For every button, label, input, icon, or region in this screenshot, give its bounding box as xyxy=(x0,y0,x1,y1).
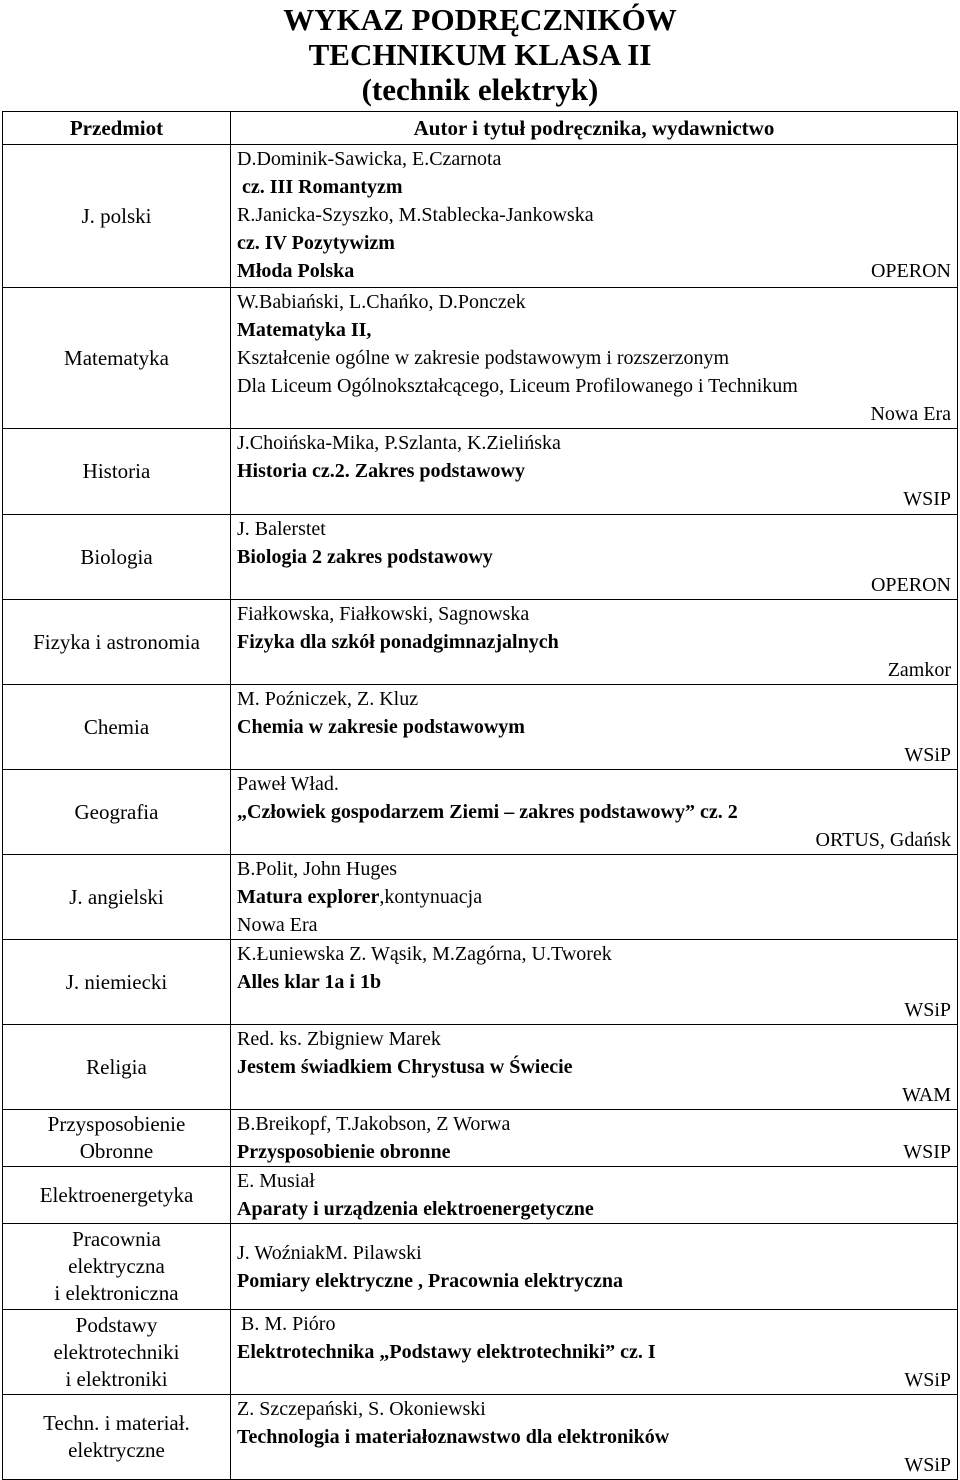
document-title xyxy=(230,2,730,107)
publisher: WAM xyxy=(902,1084,951,1106)
publisher: WSiP xyxy=(904,999,951,1021)
book-title: Technologia i materiałoznawstwo dla elektroników xyxy=(237,1426,670,1448)
book-cell xyxy=(231,145,958,288)
book-title: Historia cz.2. Zakres podstawowy xyxy=(237,460,525,482)
book-title: Matematyka II, xyxy=(237,319,372,341)
book-title: cz. III Romantyzm xyxy=(242,176,403,198)
subject-cell xyxy=(3,1224,231,1310)
publisher: WSIP xyxy=(903,488,951,510)
subject-cell: Chemia xyxy=(3,685,231,770)
book-title: Elektrotechnika „Podstawy elektrotechniki” cz. I xyxy=(237,1341,656,1363)
publisher: Nowa Era xyxy=(870,403,951,425)
table-row xyxy=(3,855,958,940)
book-title: Chemia w zakresie podstawowym xyxy=(237,716,525,738)
table-row xyxy=(3,515,958,600)
book-title: „Człowiek gospodarzem Ziemi – zakres podstawowy” cz. 2 xyxy=(237,801,738,823)
book-title: Alles klar 1a i 1b xyxy=(237,971,382,993)
book-subtitle: Kształcenie ogólne w zakresie podstawowym i rozszerzonym xyxy=(237,347,730,369)
book-cell xyxy=(231,1224,958,1310)
table-row xyxy=(3,288,958,429)
table-row xyxy=(3,1167,958,1224)
subject-cell: J. niemiecki xyxy=(3,940,231,1025)
author: Z. Szczepański, S. Okoniewski xyxy=(237,1398,486,1420)
book-cell xyxy=(231,429,958,515)
subject-cell xyxy=(3,1110,231,1167)
book-title: Biologia 2 zakres podstawowy xyxy=(237,546,493,568)
book-subtitle: Dla Liceum Ogólnokształcącego, Liceum Profilowanego i Technikum xyxy=(237,375,798,397)
subject-line: Pracownia xyxy=(72,1227,161,1251)
book-cell xyxy=(231,685,958,770)
author: Fiałkowska, Fiałkowski, Sagnowska xyxy=(237,603,530,625)
author: B.Breikopf, T.Jakobson, Z Worwa xyxy=(237,1113,511,1135)
author: Red. ks. Zbigniew Marek xyxy=(237,1028,441,1050)
title-line-1: WYKAZ PODRĘCZNIKÓW xyxy=(283,2,677,37)
book-cell xyxy=(231,515,958,600)
table-row xyxy=(3,1110,958,1167)
subject-line: i elektroniczna xyxy=(54,1281,179,1305)
book-cell xyxy=(231,1025,958,1110)
subject-line: elektryczna xyxy=(68,1254,165,1278)
publisher: WSIP xyxy=(903,1141,951,1163)
publisher: WSiP xyxy=(904,1454,951,1476)
subject-line: elektryczne xyxy=(68,1438,165,1462)
subject-cell: Biologia xyxy=(3,515,231,600)
author: J.Choińska-Mika, P.Szlanta, K.Zielińska xyxy=(237,432,561,454)
book-title: Fizyka dla szkół ponadgimnazjalnych xyxy=(237,631,559,653)
author: J. WoźniakM. Pilawski xyxy=(237,1241,422,1264)
header-book: Autor i tytuł podręcznika, wydawnictwo xyxy=(231,112,958,145)
table-row xyxy=(3,1310,958,1395)
subject-cell xyxy=(3,1310,231,1395)
subject-cell: Religia xyxy=(3,1025,231,1110)
table-row xyxy=(3,685,958,770)
table-row xyxy=(3,145,958,288)
subject-cell: J. polski xyxy=(3,145,231,288)
author: E. Musiał xyxy=(237,1170,315,1192)
table-row xyxy=(3,1224,958,1310)
title-line-3: (technik elektryk) xyxy=(361,72,599,107)
publisher: ORTUS, Gdańsk xyxy=(815,829,951,851)
author: D.Dominik-Sawicka, E.Czarnota xyxy=(237,148,502,170)
book-cell xyxy=(231,1167,958,1224)
book-cell xyxy=(231,600,958,685)
subject-cell: Elektroenergetyka xyxy=(3,1167,231,1224)
subject-cell xyxy=(3,1395,231,1480)
publisher: Nowa Era xyxy=(237,914,318,936)
table-row xyxy=(3,600,958,685)
book-cell xyxy=(231,1310,958,1395)
book-cell xyxy=(231,1395,958,1480)
subject-line: Przysposobienie xyxy=(47,1112,186,1136)
book-title: Jestem świadkiem Chrystusa w Świecie xyxy=(237,1056,573,1078)
publisher: OPERON xyxy=(870,574,951,596)
table-row xyxy=(3,429,958,515)
author: B.Polit, John Huges xyxy=(237,858,398,880)
book-title: Aparaty i urządzenia elektroenergetyczne xyxy=(237,1198,594,1220)
table-row xyxy=(3,1025,958,1110)
book-cell xyxy=(231,940,958,1025)
header-subject: Przedmiot xyxy=(3,112,231,145)
book-title: Pomiary elektryczne , Pracownia elektryczna xyxy=(237,1269,623,1292)
table-row xyxy=(3,940,958,1025)
author: W.Babiański, L.Chańko, D.Ponczek xyxy=(237,291,526,313)
book-cell xyxy=(231,288,958,429)
author: Paweł Wład. xyxy=(237,773,339,795)
subject-cell: Matematyka xyxy=(3,288,231,429)
table-row xyxy=(3,1395,958,1480)
book-cell xyxy=(231,855,958,940)
publisher: OPERON xyxy=(870,260,951,282)
author: M. Poźniczek, Z. Kluz xyxy=(237,688,419,710)
table-row xyxy=(3,770,958,855)
author: R.Janicka-Szyszko, M.Stablecka-Jankowska xyxy=(237,204,594,226)
subject-cell: Geografia xyxy=(3,770,231,855)
book-title: Młoda Polska xyxy=(237,260,355,282)
table-header-row xyxy=(3,112,958,145)
book-title: cz. IV Pozytywizm xyxy=(237,232,395,254)
title-line-2: TECHNIKUM KLASA II xyxy=(308,37,652,72)
book-note: ,kontynuacja xyxy=(379,886,483,908)
book-title: Przysposobienie obronne xyxy=(237,1141,451,1163)
book-cell xyxy=(231,770,958,855)
subject-line: Obronne xyxy=(79,1139,154,1163)
author: K.Łuniewska Z. Wąsik, M.Zagórna, U.Tworek xyxy=(237,943,612,965)
subject-line: i elektroniki xyxy=(65,1366,168,1391)
author: J. Balerstet xyxy=(237,518,326,540)
author: B. M. Pióro xyxy=(241,1313,336,1335)
subject-cell: Fizyka i astronomia xyxy=(3,600,231,685)
publisher: Zamkor xyxy=(887,659,951,681)
subject-line: Techn. i materiał. xyxy=(43,1411,190,1435)
publisher: WSiP xyxy=(904,744,951,766)
book-title: Matura explorer xyxy=(237,886,380,908)
subject-line: elektrotechniki xyxy=(53,1339,180,1364)
subject-line: Podstawy xyxy=(75,1312,158,1337)
textbook-table xyxy=(2,111,958,1480)
subject-cell: J. angielski xyxy=(3,855,231,940)
subject-cell: Historia xyxy=(3,429,231,515)
publisher: WSiP xyxy=(904,1369,951,1391)
book-cell xyxy=(231,1110,958,1167)
